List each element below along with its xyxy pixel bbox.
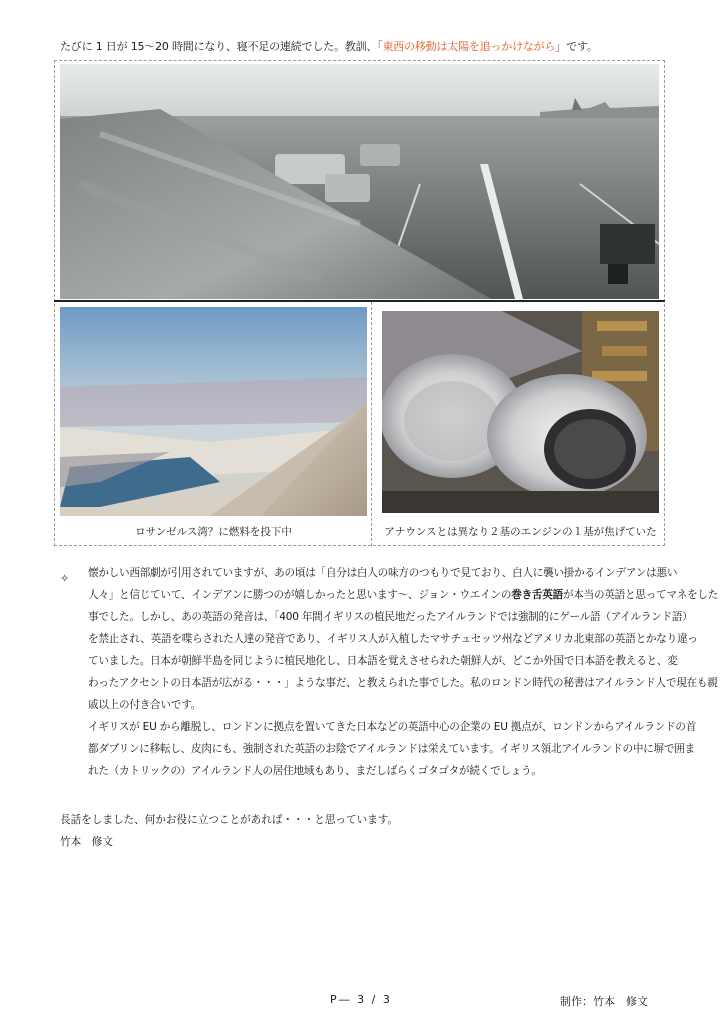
paragraph-line: 事でした。しかし、あの英語の発音は、「400 年間イギリスの植民地だったアイルランドでは強制的にゲール語（アイルランド語） — [88, 611, 693, 623]
bold-term: 巻き舌英語 — [511, 589, 563, 601]
paragraph-line — [88, 584, 719, 606]
paragraph-text: 人々」と信じていて、インデアンに勝つのが嬉しかったと思います～、ジョン・ウエインの — [88, 589, 512, 601]
la-bay-fuel-dump-photo — [60, 307, 367, 516]
main-paragraph — [88, 562, 719, 782]
paragraph-text: が本当の英語と思ってマネをした — [562, 589, 719, 601]
la-photo-caption: ロサンゼルス湾？に燃料を投下中 — [135, 526, 292, 538]
paragraph-line: を禁止され、英語を喋らされた人達の発音であり、イギリス人が入植したマサチュセッツ州などアメリカ北東部の英語とかなり違っ — [88, 633, 698, 645]
closing-line: 長話をしました、何かお役に立つことがあれば・・・と思っています。 — [60, 814, 399, 826]
signature: 竹本 修文 — [60, 836, 113, 848]
page-number: P― 3 / 3 — [330, 993, 392, 1006]
intro-line — [60, 38, 598, 54]
intro-text-before: たびに 1 日が 15～20 時間になり、寝不足の連続でした。教訓、「 — [60, 40, 383, 53]
photo-divider-vertical — [371, 302, 372, 546]
paragraph-line: ていました。日本が朝鮮半島を同じように植民地化し、日本語を覚えさせられた朝鮮人が、どこか外国で日本語を教えると、変 — [88, 655, 678, 667]
engine-photo-caption: アナウンスとは異なり２基のエンジンの１基が焦げていた — [384, 526, 657, 538]
intro-text-after: 」です。 — [555, 40, 598, 53]
paragraph-line: イギリスが EU から離脱し、ロンドンに拠点を置いてきた日本などの英語中心の企業の EU 拠点が、ロンドンからアイルランドの首 — [88, 721, 697, 733]
paragraph-line: 戚以上の付き合いです。 — [88, 699, 201, 711]
author-credit: 制作：竹本 修文 — [560, 995, 648, 1008]
photo-divider-horizontal — [54, 300, 665, 302]
intro-lesson-highlight: 東西の移動は太陽を追っかけながら — [382, 40, 556, 53]
bullet-marker: ✧ — [60, 572, 70, 585]
paragraph-line: 懐かしい西部劇が引用されていますが、あの頃は「自分は白人の味方のつもりで見ており、白人に襲い掛かるインデアンは悪い — [88, 567, 678, 579]
paragraph-line: 都ダブリンに移転し、皮肉にも、強制された英語のお陰でアイルランドは栄えています。イギリス領北アイルランドの中に塀で囲ま — [88, 743, 695, 755]
paragraph-line: わったアクセントの日本語が広がる・・・」ような事だ、と教えられた事でした。私のロンドン時代の秘書はアイルランド人で現在も親 — [88, 677, 718, 689]
tarmac-wing-photo — [60, 64, 659, 299]
engines-photo — [382, 311, 659, 513]
paragraph-line: れた（カトリックの）アイルランド人の居住地域もあり、まだしばらくゴタゴタが続くでしょう。 — [88, 765, 542, 777]
